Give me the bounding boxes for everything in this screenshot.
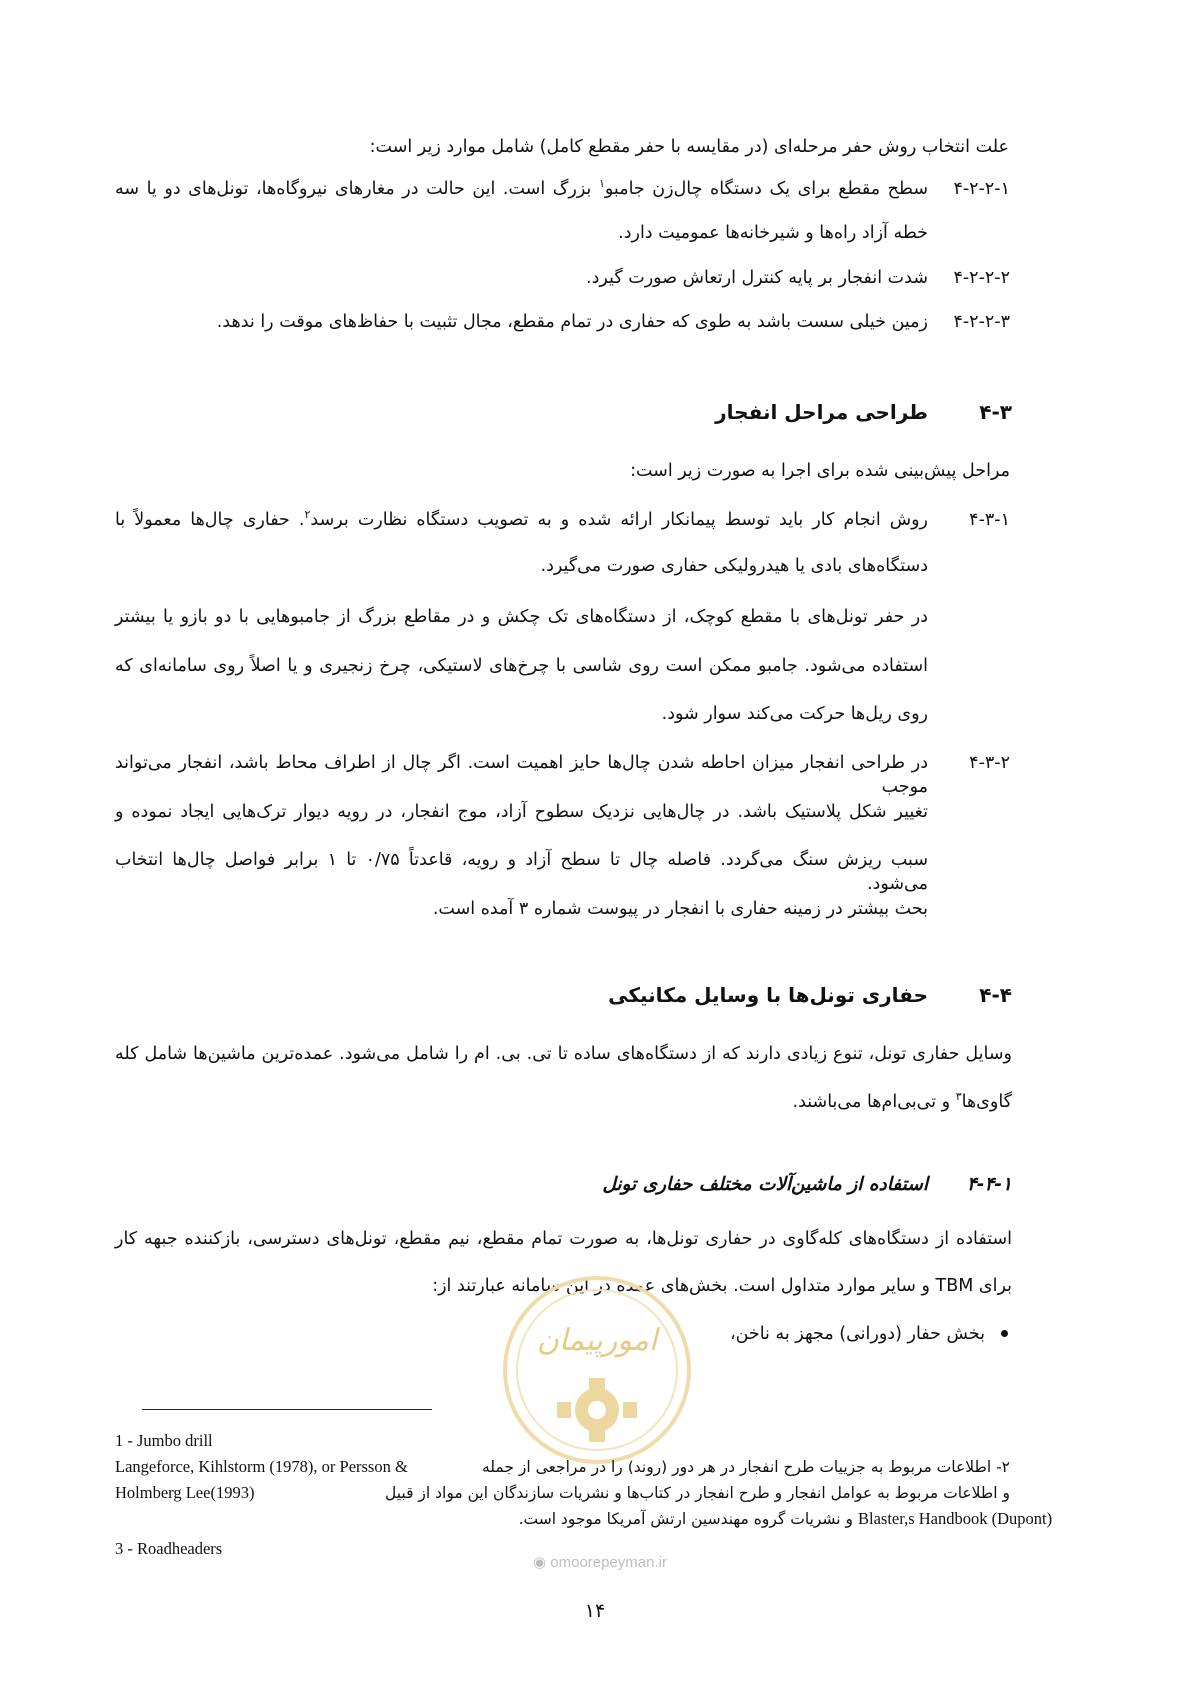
footnote-2-latin: Langeforce, Kihlstorm (1978), or Persson & <box>115 1457 408 1476</box>
item-text: سطح مقطع برای یک دستگاه چال‌زن جامبو$^۱$ بزرگ است. این حالت در مغارهای نیروگاه‌ها، تونل‌های دو یا سه <box>115 177 928 199</box>
footnote-separator <box>142 1409 432 1410</box>
item-number: ۴-۳-۲ <box>969 753 1010 773</box>
section-number: ۴-۳ <box>979 400 1012 424</box>
footnote-1: 1 - Jumbo drill <box>115 1431 213 1450</box>
watermark-seal <box>492 1270 702 1470</box>
item-text: روش انجام کار باید توسط پیمانکار ارائه شده و به تصویب دستگاه نظارت برسد$^۲$. حفاری چال‌ها معمولاً با <box>115 508 928 530</box>
item-text: در طراحی انفجار میزان احاطه شدن چال‌ها حایز اهمیت است. اگر چال از اطراف محاط باشد، انفجار می‌تواند موجب <box>115 753 928 797</box>
footnote-3: 3 - Roadheaders <box>115 1539 223 1558</box>
footnote-2-text: ۲- اطلاعات مربوط به جزییات طرح انفجار در هر دور (روند) را در مراجعی از جمله <box>481 1458 1010 1476</box>
section-title: حفاری تونل‌ها با وسایل مکانیکی <box>608 983 928 1007</box>
paragraph-line: در حفر تونل‌های با مقطع کوچک، از دستگاه‌های تک چکش و در مقاطع بزرگ از جامبوهایی با دو بازو یا بیشتر <box>115 607 928 627</box>
item-number: ۴-۲-۲-۳ <box>953 312 1010 332</box>
paragraph-line: برای TBM و سایر موارد متداول است. بخش‌های عمده در این سامانه عبارتند از: <box>432 1276 1012 1296</box>
item-text: زمین خیلی سست باشد به طوی که حفاری در تمام مقطع، مجال تثبیت با حفاظ‌های موقت را ندهد. <box>216 312 928 332</box>
item-text: تغییر شکل پلاستیک باشد. در چال‌هایی نزدیک سطوح آزاد، موج انفجار، در رویه دیوار ترک‌هایی ایجاد نموده و <box>115 802 928 822</box>
item-number: ۴-۲-۲-۱ <box>953 179 1010 199</box>
footnote-2-latin: Blaster,s Handbook (Dupont) <box>858 1509 1053 1528</box>
intro-text: علت انتخاب روش حفر مرحله‌ای (در مقایسه با حفر مقطع کامل) شامل موارد زیر است: <box>369 137 1009 157</box>
footnote-ref[interactable]: ۳ <box>955 1090 962 1104</box>
section-title: طراحی مراحل انفجار <box>715 400 928 424</box>
footnote-2-text: و اطلاعات مربوط به عوامل انفجار و طرح انفجار در کتاب‌ها و نشریات سازندگان این مواد از قبیل <box>385 1484 1010 1502</box>
paragraph-line: استفاده می‌شود. جامبو ممکن است روی شاسی با چرخ‌های لاستیکی، چرخ زنجیری و یا اصلاً روی سامانه‌ای که <box>115 656 928 676</box>
bullet-item: بخش حفار (دورانی) مجهز به ناخن، <box>729 1324 985 1344</box>
item-text: بحث بیشتر در زمینه حفاری با انفجار در پیوست شماره ۳ آمده است. <box>432 899 928 919</box>
footnote-ref[interactable]: ۱ <box>598 177 605 191</box>
item-number: ۴-۳-۱ <box>969 510 1010 530</box>
item-text-continued: خطه آزاد راه‌ها و شیرخانه‌ها عمومیت دارد. <box>618 223 928 243</box>
watermark-text: امورپیمان <box>536 1323 658 1358</box>
footnote-2-text: و نشریات گروه مهندسین ارتش آمریکا موجود است. <box>518 1510 853 1528</box>
section-intro: مراحل پیش‌بینی شده برای اجرا به صورت زیر است: <box>630 461 1010 481</box>
paragraph-line: استفاده از دستگاه‌های کله‌گاوی در حفاری تونل‌ها، به صورت تمام مقطع، نیم مقطع، تونل‌های دسترسی، بازکننده جبهه کار <box>115 1229 1012 1249</box>
bullet-dot <box>1001 1330 1008 1337</box>
paragraph-line: گاوی‌ها$^۳$ و تی‌بی‌ام‌ها می‌باشند. <box>792 1090 1012 1112</box>
paragraph-line: وسایل حفاری تونل، تنوع زیادی دارند که از دستگاه‌های ساده تا تی. بی. ام را شامل می‌شود. عمده‌ترین ماشین‌ها شامل کله <box>115 1044 1012 1064</box>
section-number: ۴-۴ <box>979 983 1012 1007</box>
subsection-title: استفاده از ماشین‌آلات مختلف حفاری تونل <box>602 1174 928 1195</box>
watermark-url: ◉ omoorepeyman.ir <box>533 1554 667 1571</box>
page-number: ۱۴ <box>584 1600 606 1622</box>
footnote-2-latin: Holmberg Lee(1993) <box>115 1483 255 1502</box>
item-text: شدت انفجار بر پایه کنترل ارتعاش صورت گیرد. <box>586 268 928 288</box>
paragraph-line: روی ریل‌ها حرکت می‌کند سوار شود. <box>661 704 928 724</box>
subsection-number: ۴-۴-۱ <box>966 1174 1012 1195</box>
item-number: ۴-۲-۲-۲ <box>953 268 1010 288</box>
footnote-ref[interactable]: ۲ <box>304 508 311 522</box>
item-text-continued: دستگاه‌های بادی یا هیدرولیکی حفاری صورت می‌گیرد. <box>540 556 928 576</box>
item-text: سبب ریزش سنگ می‌گردد. فاصله چال تا سطح آزاد و رویه، قاعدتاً ۰/۷۵ تا ۱ برابر فواصل چال‌ها انتخاب می‌شود. <box>115 850 929 894</box>
